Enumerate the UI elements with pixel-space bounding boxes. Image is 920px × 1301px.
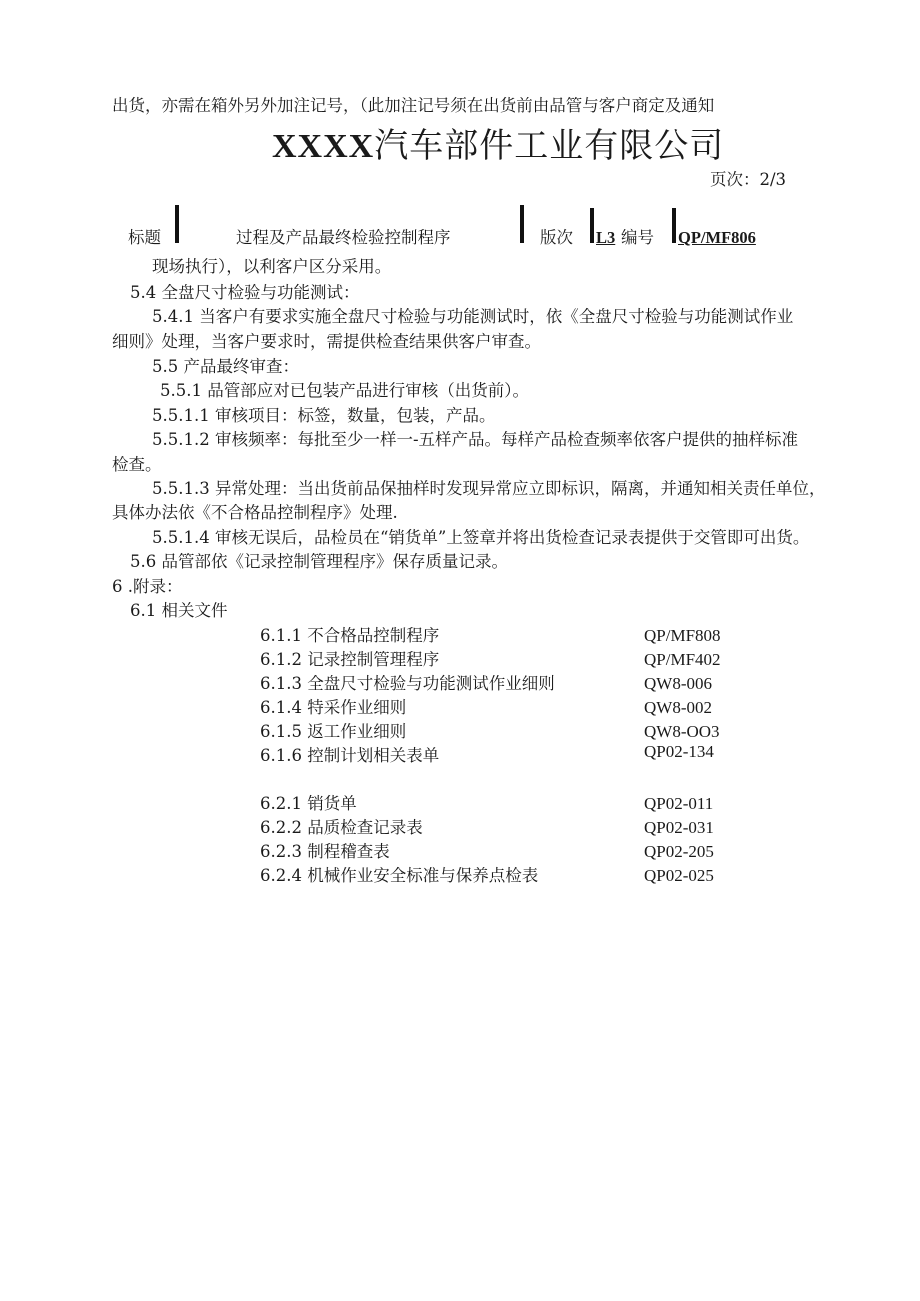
form-code: QP02-011 bbox=[644, 794, 714, 813]
version-label: 版次 bbox=[540, 228, 573, 247]
doc-name: 6.1.3 全盘尺寸检验与功能测试作业细则 bbox=[260, 674, 555, 693]
doc-code: QW8-OO3 bbox=[644, 722, 720, 741]
code-label: 编号 bbox=[621, 228, 654, 247]
company-name bbox=[272, 118, 724, 167]
company-name-latin: XXXX bbox=[272, 128, 375, 165]
version-divider-bar bbox=[520, 205, 524, 243]
doc-name: 6.1.2 记录控制管理程序 bbox=[260, 650, 440, 669]
section-5-6-line: 5.6 品管部依《记录控制管理程序》保存质量记录。 bbox=[130, 552, 508, 571]
section-6-heading: 6 .附录： bbox=[112, 577, 183, 596]
doc-code: QW8-006 bbox=[644, 674, 712, 693]
body-line: 5.5.1.3 异常处理：当出货前品保抽样时发现异常应立即标识，隔离，并通知相关责任单位， bbox=[152, 479, 826, 498]
version-value: L3 bbox=[596, 228, 616, 247]
form-code: QP02-205 bbox=[644, 842, 714, 861]
doc-name: 6.1.5 返工作业细则 bbox=[260, 722, 407, 741]
form-name: 6.2.3 制程稽查表 bbox=[260, 842, 390, 861]
code-value: QP/MF806 bbox=[678, 228, 756, 247]
section-5-4-heading: 5.4 全盘尺寸检验与功能测试： bbox=[130, 283, 360, 302]
doc-name: 6.1.4 特采作业细则 bbox=[260, 698, 407, 717]
body-line: 具体办法依《不合格品控制程序》处理. bbox=[112, 503, 398, 522]
form-name: 6.2.4 机械作业安全标准与保养点检表 bbox=[260, 866, 539, 885]
doc-code: QP/MF808 bbox=[644, 626, 721, 645]
version-value-bar bbox=[590, 208, 594, 243]
body-line: 5.5.1.2 审核频率：每批至少一样一-五样产品。每样产品检查频率依客户提供的抽样标准 bbox=[152, 430, 799, 449]
body-line: 检查。 bbox=[112, 455, 162, 474]
page-number: 页次：2/3 bbox=[710, 170, 787, 189]
title-divider-bar bbox=[175, 205, 179, 243]
body-line: 5.5.1 品管部应对已包装产品进行审核（出货前）。 bbox=[160, 381, 529, 400]
code-value-bar bbox=[672, 208, 676, 243]
section-6-1-heading: 6.1 相关文件 bbox=[130, 601, 228, 620]
doc-code: QW8-002 bbox=[644, 698, 712, 717]
title-value: 过程及产品最终检验控制程序 bbox=[236, 228, 451, 247]
title-label: 标题 bbox=[128, 228, 161, 247]
form-code: QP02-031 bbox=[644, 818, 714, 837]
doc-name: 6.1.1 不合格品控制程序 bbox=[260, 626, 440, 645]
company-name-chinese: 汽车部件工业有限公司 bbox=[374, 126, 725, 166]
doc-code: QP02-134 bbox=[644, 742, 714, 761]
body-line: 5.4.1 当客户有要求实施全盘尺寸检验与功能测试时，依《全盘尺寸检验与功能测试作业 bbox=[152, 307, 794, 326]
form-name: 6.2.2 品质检查记录表 bbox=[260, 818, 423, 837]
body-line: 细则》处理，当客户要求时，需提供检查结果供客户审查。 bbox=[112, 332, 541, 351]
body-line: 现场执行），以利客户区分采用。 bbox=[152, 257, 392, 276]
doc-code: QP/MF402 bbox=[644, 650, 721, 669]
form-code: QP02-025 bbox=[644, 866, 714, 885]
doc-name: 6.1.6 控制计划相关表单 bbox=[260, 746, 440, 765]
header-continuation-text: 出货，亦需在箱外另外加注记号，（此加注记号须在出货前由品管与客户商定及通知 bbox=[112, 96, 715, 115]
body-line: 5.5.1.4 审核无误后，品检员在“销货单”上签章并将出货检查记录表提供于交管即可出货。 bbox=[152, 528, 810, 547]
section-5-5-heading: 5.5 产品最终审查： bbox=[152, 357, 299, 376]
form-name: 6.2.1 销货单 bbox=[260, 794, 357, 813]
body-line: 5.5.1.1 审核项目：标签，数量，包装，产品。 bbox=[152, 406, 496, 425]
